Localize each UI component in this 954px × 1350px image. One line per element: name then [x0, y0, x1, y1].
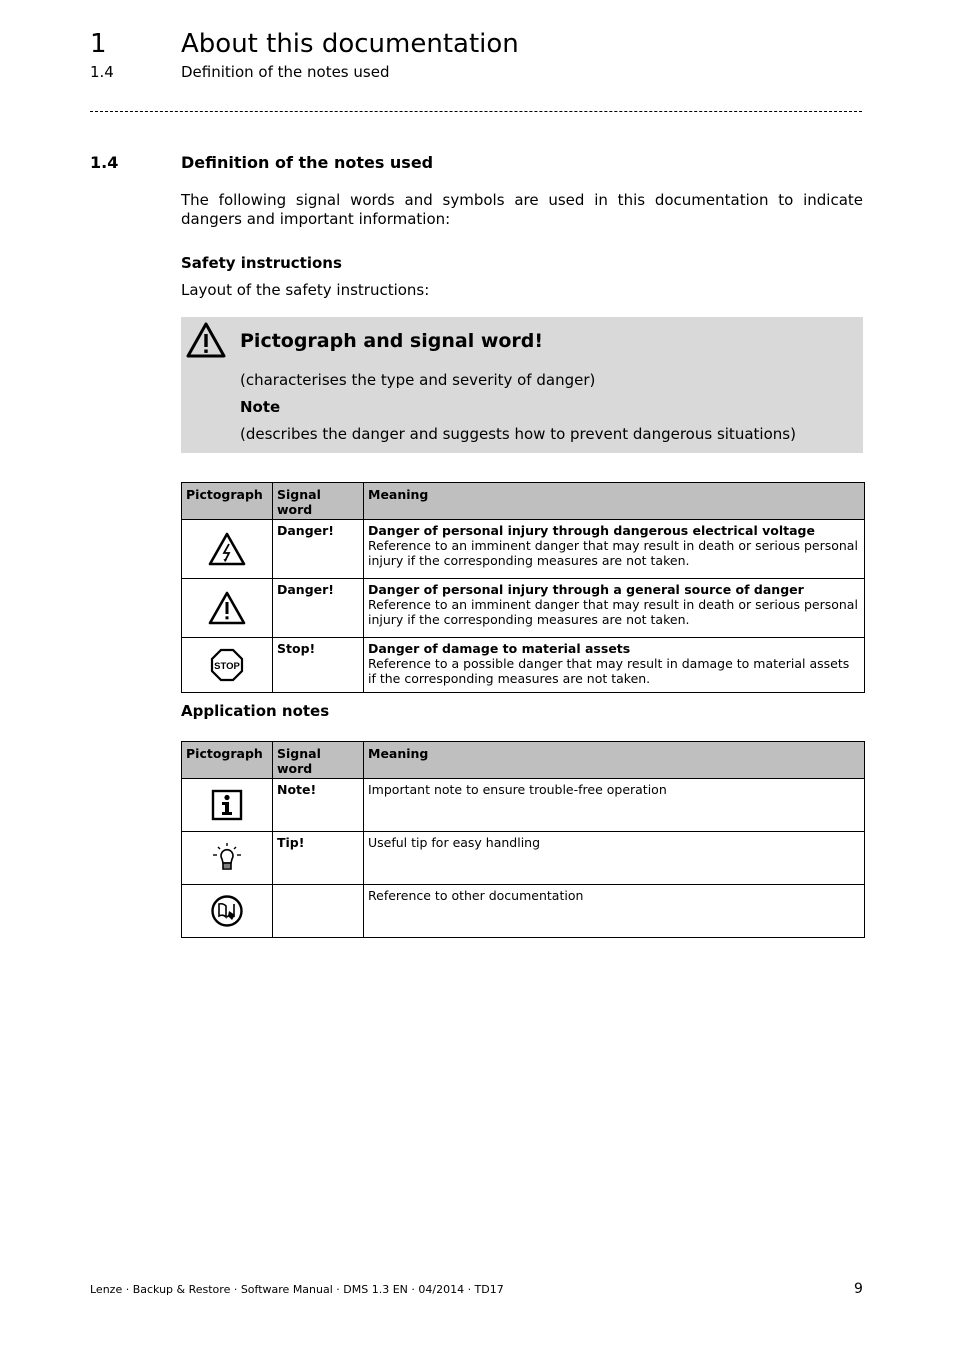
meaning-title: Danger of personal injury through a general source of danger	[368, 582, 804, 597]
pictograph-cell	[182, 832, 273, 885]
section-number: 1.4	[90, 153, 119, 172]
safety-note-box	[181, 317, 863, 453]
chapter-number: 1	[90, 29, 107, 59]
footer-text: Lenze · Backup & Restore · Software Manual · DMS 1.3 EN · 04/2014 · TD17	[90, 1283, 504, 1296]
signal-word-cell: Danger!	[273, 520, 364, 579]
chapter-title: About this documentation	[181, 29, 519, 59]
meaning-cell	[364, 579, 865, 638]
box-severity-text: (characterises the type and severity of danger)	[240, 371, 596, 389]
stop-sign-icon	[182, 648, 272, 682]
warning-triangle-icon	[185, 321, 227, 359]
header-signal-word: Signal word	[273, 483, 364, 520]
signal-word-cell	[273, 885, 364, 938]
safety-layout-label: Layout of the safety instructions:	[181, 281, 430, 299]
box-title: Pictograph and signal word!	[240, 330, 544, 352]
meaning-cell	[364, 638, 865, 693]
table-row	[182, 638, 865, 693]
pictograph-cell	[182, 579, 273, 638]
electrical-voltage-warning-icon	[182, 532, 272, 566]
light-bulb-tip-icon	[182, 841, 272, 875]
section-title: Definition of the notes used	[181, 153, 434, 172]
page-number: 9	[854, 1281, 863, 1297]
header-section-number: 1.4	[90, 63, 114, 81]
box-note-label: Note	[240, 398, 281, 416]
box-description-text: (describes the danger and suggests how to prevent dangerous situations)	[240, 425, 796, 443]
info-note-icon	[182, 789, 272, 821]
meaning-cell: Important note to ensure trouble-free operation	[364, 779, 865, 832]
signal-word-cell: Note!	[273, 779, 364, 832]
meaning-text: Reference to a possible danger that may result in damage to material assets if the corresponding measures are not taken.	[368, 656, 850, 686]
pictograph-cell	[182, 779, 273, 832]
meaning-title: Danger of damage to material assets	[368, 641, 631, 656]
header-meaning: Meaning	[364, 483, 865, 520]
header-divider	[90, 111, 862, 112]
application-table	[181, 741, 865, 938]
general-danger-warning-icon	[182, 591, 272, 625]
application-heading: Application notes	[181, 702, 330, 720]
table-row	[182, 520, 865, 579]
signal-word-cell: Tip!	[273, 832, 364, 885]
meaning-text: Reference to an imminent danger that may result in death or serious personal injury if the corresponding measures are not taken.	[368, 538, 858, 568]
table-header-row	[182, 742, 865, 779]
meaning-title: Danger of personal injury through dangerous electrical voltage	[368, 523, 815, 538]
signal-word-cell: Stop!	[273, 638, 364, 693]
header-meaning: Meaning	[364, 742, 865, 779]
pictograph-cell	[182, 885, 273, 938]
safety-table	[181, 482, 865, 693]
header-pictograph: Pictograph	[182, 742, 273, 779]
meaning-cell: Useful tip for easy handling	[364, 832, 865, 885]
table-row	[182, 779, 865, 832]
section-intro: The following signal words and symbols are used in this documentation to indicate dangers and important information:	[181, 191, 863, 228]
signal-word-cell: Danger!	[273, 579, 364, 638]
book-reference-icon	[182, 894, 272, 928]
table-row	[182, 579, 865, 638]
stop-sign-text: STOP	[214, 661, 240, 672]
table-row	[182, 832, 865, 885]
header-signal-word: Signal word	[273, 742, 364, 779]
safety-heading: Safety instructions	[181, 254, 342, 272]
meaning-cell: Reference to other documentation	[364, 885, 865, 938]
meaning-text: Reference to an imminent danger that may result in death or serious personal injury if the corresponding measures are not taken.	[368, 597, 858, 627]
pictograph-cell	[182, 520, 273, 579]
table-row	[182, 885, 865, 938]
meaning-cell	[364, 520, 865, 579]
header-pictograph: Pictograph	[182, 483, 273, 520]
pictograph-cell	[182, 638, 273, 693]
table-header-row	[182, 483, 865, 520]
header-section-title: Definition of the notes used	[181, 63, 390, 81]
